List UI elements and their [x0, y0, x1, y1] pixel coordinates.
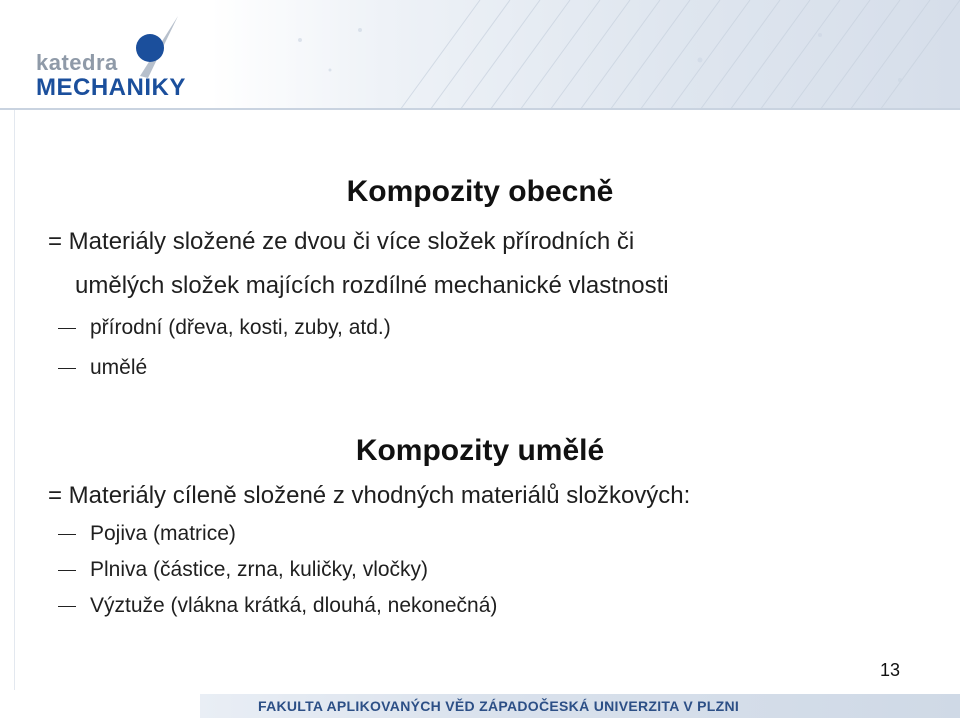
slide-footer — [200, 694, 960, 718]
section2-item-2: Plniva (částice, zrna, kuličky, vločky) — [58, 558, 428, 582]
logo-text-mechaniky: MECHANIKY — [36, 74, 186, 101]
katedra-logo — [30, 14, 190, 104]
section1-definition-line2: umělých složek majících rozdílné mechanické vlastnosti — [75, 272, 669, 299]
section2-item-1: Pojiva (matrice) — [58, 522, 236, 546]
section1-definition-line1: = Materiály složené ze dvou či více složek přírodních či — [48, 228, 635, 255]
section2-definition: = Materiály cíleně složené z vhodných materiálů složkových: — [48, 482, 691, 509]
dash-bullet-icon — [58, 606, 76, 608]
section2-title: Kompozity umělé — [355, 434, 605, 467]
dash-bullet-icon — [58, 570, 76, 572]
logo-text-katedra: katedra — [36, 50, 118, 75]
dash-bullet-icon — [58, 368, 76, 370]
section1-title: Kompozity obecně — [346, 175, 614, 208]
dash-bullet-icon — [58, 534, 76, 536]
section1-item-2: umělé — [58, 356, 147, 380]
footer-text: FAKULTA APLIKOVANÝCH VĚD ZÁPADOČESKÁ UNIVERZITA V PLZNI — [258, 698, 740, 714]
slide-header — [0, 0, 960, 110]
header-divider — [0, 108, 960, 110]
section1-item-1: přírodní (dřeva, kosti, zuby, atd.) — [58, 316, 391, 340]
page-number: 13 — [879, 660, 900, 680]
section2-item-3: Výztuže (vlákna krátká, dlouhá, nekonečná) — [58, 594, 497, 618]
dash-bullet-icon — [58, 328, 76, 330]
